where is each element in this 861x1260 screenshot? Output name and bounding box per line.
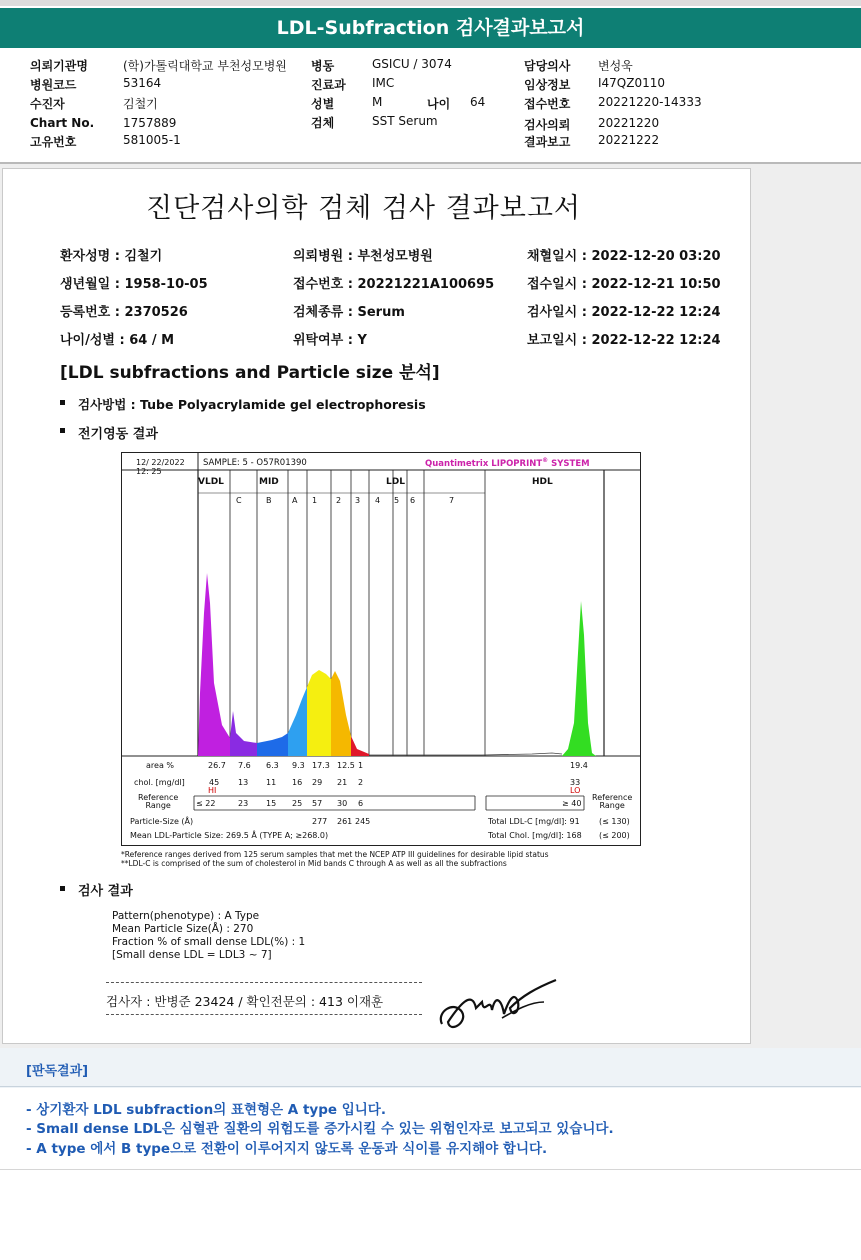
result-mean-size: Mean Particle Size(Å) : 270 [112,923,254,935]
chol-value-1: 29 [312,778,323,787]
value-request-date: 20221220 [598,116,660,130]
label-clinical-info: 임상정보 [524,78,571,92]
lipoprint-chart [121,452,641,846]
label-hospital-code: 병원코드 [30,78,77,92]
conclusion-line-1: - 상기환자 LDL subfraction의 표현형은 A type 입니다. [26,1102,386,1118]
label-department: 진료과 [311,78,346,92]
row-label-area: area % [146,761,174,770]
label-unique-no: 고유번호 [30,135,77,149]
result-pattern: Pattern(phenotype) : A Type [112,910,260,922]
chol-value-C: 13 [238,778,249,787]
value-hospital-code: 53164 [123,76,162,90]
peak-mid-b [257,733,288,756]
test-time: 검사일시 : 2022-12-22 12:24 [527,305,721,320]
baseline-trace [369,753,562,755]
footnote-2: **LDL-C is comprised of the sum of cholesterol in Mid bands C through A as well as all the subfractions [121,859,507,868]
peak-mid-c [230,711,257,756]
chol-value-3: 2 [358,778,364,787]
electrophoresis-title: 전기영동 결과 [78,427,158,442]
area-value-B: 6.3 [266,761,279,770]
specimen-type: 검체종류 : Serum [293,305,405,320]
area-value-1: 17.3 [312,761,330,770]
sample-id: SAMPLE: 5 - O57R01390 [203,458,307,468]
peak-vldl [198,573,230,756]
area-value-C: 7.6 [238,761,251,770]
document-title: 진단검사의학 검체 검사 결과보고서 [146,193,581,224]
chol-value-B: 11 [266,778,277,787]
area-value-A: 9.3 [292,761,305,770]
peak-ldl-1 [307,670,331,756]
band-label-B: B [266,496,272,505]
chol-value-2: 21 [337,778,348,787]
bottom-divider [0,1169,861,1170]
birth-date: 생년월일 : 1958-10-05 [60,277,208,292]
group-label-ldl: LDL [386,477,405,487]
row-label-chol: chol. [mg/dl] [134,778,185,787]
conclusion-line-2: - Small dense LDL은 심혈관 질환의 위험도를 증가시킬 수 있는 위험인자로 보고되고 있습니다. [26,1121,614,1137]
chol-value-HDL: 33 [570,778,581,787]
report-banner-title: LDL-Subfraction 검사결과보고서 [0,8,861,48]
total-ldl-c-reference: (≤ 130) [599,817,630,826]
signature [432,972,564,1040]
peak-mid-a [288,687,307,756]
flag-vldl: HI [208,786,217,795]
band-label-C: C [236,496,242,505]
band-label-1: 1 [312,496,318,505]
interpretation-header [0,1048,861,1088]
value-doctor: 변성욱 [598,59,633,73]
label-request-date: 검사의뢰 [524,118,571,132]
peak-ldl-3 [351,736,369,756]
label-ward: 병동 [311,59,335,73]
reference-value-VLDL: ≤ 22 [196,799,216,808]
bullet-icon [60,886,65,891]
result-title: 검사 결과 [78,884,133,899]
peak-ldl-2 [331,671,351,756]
flag-hdl: LO [570,786,581,795]
band-label-3: 3 [355,496,361,505]
brand-registered-mark: ® [542,457,549,464]
band-label-5: 5 [394,496,400,505]
value-specimen: SST Serum [372,114,438,128]
conclusion-line-3: - A type 에서 B type으로 전환이 이루어지지 않도록 운동과 식이를 유지해야 합니다. [26,1141,548,1157]
result-small-dense-fraction: Fraction % of small dense LDL(%) : 1 [112,936,306,948]
value-age: 64 [470,95,486,109]
chart-date: 12/ 22/2022 [136,458,185,467]
group-label-hdl: HDL [532,477,553,487]
chol-value-A: 16 [292,778,303,787]
value-receipt-no: 20221220-14333 [598,95,702,109]
dashed-rule-bottom [106,1014,422,1015]
label-chart-no: Chart No. [30,116,95,130]
reference-value-A: 25 [292,799,303,808]
patient-name: 환자성명 : 김철기 [60,249,163,264]
chart-time: 12: 25 [136,467,162,476]
age-sex: 나이/성별 : 64 / M [60,333,175,348]
group-label-mid: MID [259,477,279,487]
value-sex: M [372,95,383,109]
receipt-number: 접수번호 : 20221221A100695 [293,277,495,292]
band-label-7: 7 [449,496,455,505]
value-requester: (학)가톨릭대학교 부천성모병원 [123,59,287,73]
brand-system: SYSTEM [548,458,590,469]
reference-value-B: 15 [266,799,277,808]
interpretation-divider [0,1086,861,1087]
mean-particle-size: Mean LDL-Particle Size: 269.5 Å (TYPE A; ≥268.0) [130,831,329,840]
brand-name: Quantimetrix LIPOPRINT [425,458,543,469]
total-ldl-c: Total LDL-C [mg/dl]: 91 [488,817,580,826]
test-method: 검사방법 : Tube Polyacrylamide gel electrophoresis [78,397,426,412]
peak-hdl [562,601,596,756]
area-value-3: 1 [358,761,364,770]
receipt-time: 접수일시 : 2022-12-21 10:50 [527,277,721,292]
particle-size-label: Particle-Size (Å) [130,817,194,826]
particle-size-value-2: 261 [337,817,353,826]
particle-size-value-1: 277 [312,817,328,826]
dashed-rule-top [106,982,422,983]
band-label-A: A [292,496,298,505]
top-strip [0,0,861,6]
interpretation-label: [판독결과] [26,1064,89,1079]
band-label-6: 6 [410,496,416,505]
label-doctor: 담당의사 [524,59,571,73]
value-ward: GSICU / 3074 [372,57,452,71]
label-age: 나이 [427,97,451,111]
total-cholesterol: Total Chol. [mg/dl]: 168 [488,831,582,840]
bullet-icon [60,400,65,405]
value-chart-no: 1757889 [123,116,177,130]
group-label-vldl: VLDL [198,477,224,487]
value-clinical-info: I47QZ0110 [598,76,666,90]
area-value-HDL: 19.4 [570,761,588,770]
reference-value-2: 30 [337,799,348,808]
requesting-hospital: 의뢰병원 : 부천성모병원 [293,249,433,264]
reference-value-C: 23 [238,799,249,808]
outsourced: 위탁여부 : Y [293,333,367,348]
value-patient: 김철기 [123,97,158,111]
value-department: IMC [372,76,395,90]
registration-no: 등록번호 : 2370526 [60,305,188,320]
collection-time: 채혈일시 : 2022-12-20 03:20 [527,249,721,264]
reference-value-1: 57 [312,799,323,808]
area-value-2: 12.5 [337,761,355,770]
label-specimen: 검체 [311,116,335,130]
band-label-2: 2 [336,496,342,505]
result-small-dense-def: [Small dense LDL = LDL3 ~ 7] [112,949,272,961]
row-label-reference-right: Reference Range [592,793,633,810]
area-value-VLDL: 26.7 [208,761,226,770]
electrophoresis-plot [122,453,640,845]
label-sex: 성별 [311,97,335,111]
bullet-icon [60,428,65,433]
report-time: 보고일시 : 2022-12-22 12:24 [527,333,721,348]
particle-size-value-3: 245 [355,817,371,826]
examiner-line: 검사자 : 반병준 23424 / 확인전문의 : 413 이재훈 [106,994,384,1009]
value-report-date: 20221222 [598,133,660,147]
band-label-4: 4 [375,496,381,505]
label-patient: 수진자 [30,97,65,111]
chol-value-VLDL: 45 [209,778,220,787]
row-label-reference: Reference Range [138,793,179,810]
footnote-1: *Reference ranges derived from 125 serum samples that met the NCEP ATP III guidelines for desirable lipid status [121,850,549,859]
total-cholesterol-reference: (≤ 200) [599,831,630,840]
label-requester: 의뢰기관명 [30,59,88,73]
reference-value-3: 6 [358,799,364,808]
label-receipt-no: 접수번호 [524,97,571,111]
reference-value-HDL: ≥ 40 [562,799,582,808]
section-title: [LDL subfractions and Particle size 분석] [60,363,440,383]
value-unique-no: 581005-1 [123,133,181,147]
label-report-date: 결과보고 [524,135,571,149]
lipoprint-brand [425,457,590,469]
